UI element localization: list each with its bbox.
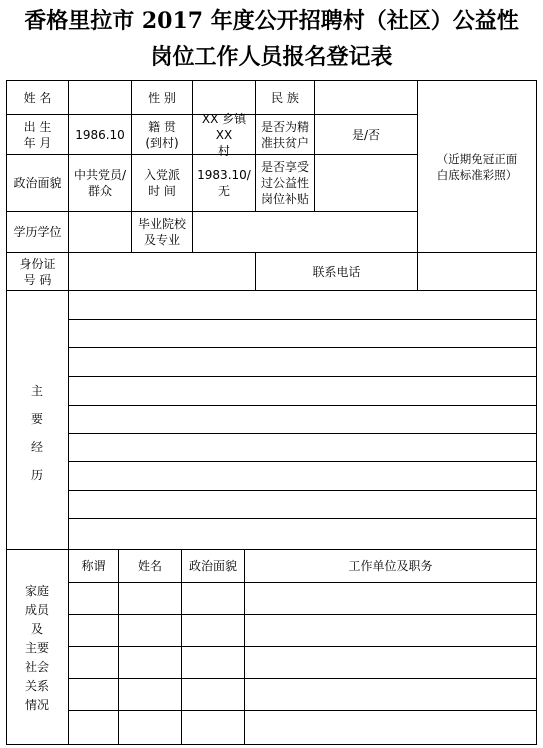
school-value[interactable]	[193, 212, 417, 252]
phone-label: 联系电话	[312, 264, 361, 279]
school-label: 毕业院校 及专业	[137, 217, 186, 247]
id-label: 身份证 号 码	[19, 256, 56, 287]
ethnicity-value[interactable]	[315, 81, 417, 114]
form-title-line2: 岗位工作人员报名登记表	[150, 44, 393, 70]
birth-label: 出 生 年 月	[23, 119, 52, 150]
family-header-work: 工作单位及职务	[348, 559, 433, 573]
party-date-value[interactable]: 1983.10/ 无	[197, 168, 251, 198]
resume-label-char-3: 经	[30, 440, 43, 454]
family-header-relation: 称谓	[81, 559, 106, 573]
gender-value[interactable]	[193, 81, 255, 114]
family-label-line-3: 及	[30, 622, 43, 636]
gender-label: 性 别	[148, 90, 176, 105]
family-label-line-7: 情况	[24, 698, 49, 712]
poverty-value[interactable]: 是/否	[351, 127, 381, 142]
poverty-label: 是否为精 准扶贫户	[260, 119, 309, 150]
subsidy-label: 是否享受 过公益性 岗位补贴	[260, 160, 309, 206]
ethnicity-label: 民 族	[271, 90, 299, 105]
family-label-line-5: 社会	[24, 660, 49, 674]
resume-label-char-2: 要	[30, 412, 43, 426]
education-value[interactable]	[69, 212, 131, 252]
origin-value[interactable]: XX 乡镇 XX 村	[201, 111, 247, 158]
subsidy-value[interactable]	[315, 155, 417, 211]
id-value[interactable]	[69, 253, 255, 290]
family-label-line-1: 家庭	[24, 584, 49, 598]
education-label: 学历学位	[13, 225, 62, 239]
family-label-line-2: 成员	[24, 603, 49, 617]
birth-value[interactable]: 1986.10	[75, 127, 125, 142]
origin-label: 籍 贯 (到村)	[145, 119, 179, 150]
party-date-label: 入党派 时 间	[143, 168, 180, 198]
name-value[interactable]	[69, 81, 131, 114]
family-label-line-4: 主要	[24, 641, 49, 655]
resume-label-char-1: 主	[30, 384, 43, 398]
political-value[interactable]: 中共党员/ 群众	[73, 168, 127, 198]
political-label: 政治面貌	[13, 176, 62, 190]
resume-label-char-4: 历	[30, 468, 43, 482]
photo-placeholder[interactable]: （近期免冠正面 白底标准彩照）	[436, 151, 518, 182]
phone-value[interactable]	[418, 253, 536, 290]
family-header-political: 政治面貌	[188, 559, 237, 573]
family-label-line-6: 关系	[24, 679, 49, 693]
form-title-line1: 香格里拉市 2017 年度公开招聘村（社区）公益性	[24, 8, 519, 34]
family-header-name: 姓名	[137, 559, 162, 573]
name-label: 姓 名	[23, 90, 52, 105]
